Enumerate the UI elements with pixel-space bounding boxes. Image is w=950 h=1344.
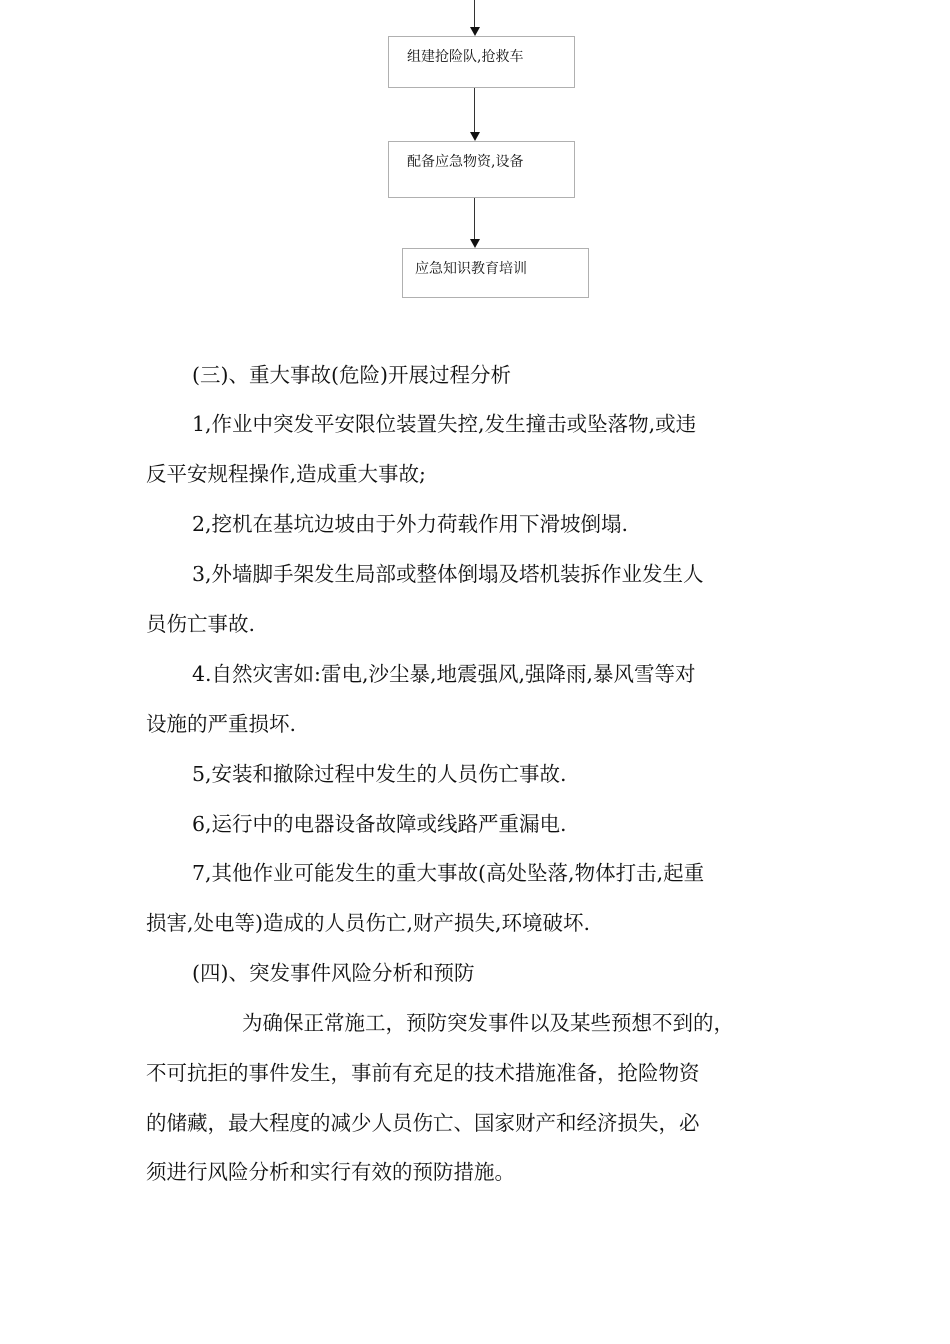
section3-heading: (三)、重大事故(危险)开展过程分析 — [192, 363, 511, 387]
arrow-down-icon — [470, 239, 480, 248]
flow-step-label: 应急知识教育培训 — [415, 261, 527, 277]
connector-line-top — [474, 0, 475, 28]
flow-step-emergency-supplies — [388, 141, 575, 198]
arrow-down-icon — [470, 132, 480, 141]
section4-para-line3: 的储藏，最大程度的减少人员伤亡、国家财产和经济损失，必 — [146, 1111, 700, 1135]
section4-para-line2: 不可抗拒的事件发生，事前有充足的技术措施准备，抢险物资 — [146, 1061, 700, 1085]
section4-para-line1: 为确保正常施工，预防突发事件以及某些预想不到的， — [242, 1011, 734, 1035]
section3-item7-line1: 7,其他作业可能发生的重大事故(高处坠落,物体打击,起重 — [192, 861, 705, 885]
arrow-down-icon — [470, 27, 480, 36]
section3-item1-line2: 反平安规程操作,造成重大事故; — [146, 462, 426, 486]
connector-line-2 — [474, 198, 475, 240]
section3-item7-line2: 损害,处电等)造成的人员伤亡,财产损失,环境破坏. — [146, 911, 591, 935]
section3-item4-line1: 4.自然灾害如:雷电,沙尘暴,地震强风,强降雨,暴风雪等对 — [192, 662, 696, 686]
section3-item2: 2,挖机在基坑边坡由于外力荷载作用下滑坡倒塌. — [192, 512, 629, 536]
flow-step-label: 组建抢险队,抢救车 — [407, 49, 524, 65]
section3-item6: 6,运行中的电器设备故障或线路严重漏电. — [192, 812, 567, 836]
section3-item3-line1: 3,外墙脚手架发生局部或整体倒塌及塔机装拆作业发生人 — [192, 562, 704, 586]
section3-item5: 5,安装和撤除过程中发生的人员伤亡事故. — [192, 762, 567, 786]
section4-para-line4: 须进行风险分析和实行有效的预防措施。 — [146, 1160, 515, 1184]
connector-line-1 — [474, 88, 475, 133]
section3-item1-line1: 1,作业中突发平安限位装置失控,发生撞击或坠落物,或违 — [192, 412, 697, 436]
flow-step-emergency-team — [388, 36, 575, 88]
section3-item4-line2: 设施的严重损坏. — [146, 712, 297, 736]
flow-step-label: 配备应急物资,设备 — [407, 154, 524, 170]
section3-item3-line2: 员伤亡事故. — [146, 612, 256, 636]
section4-heading: (四)、突发事件风险分析和预防 — [192, 961, 475, 985]
flow-step-training — [402, 248, 589, 298]
